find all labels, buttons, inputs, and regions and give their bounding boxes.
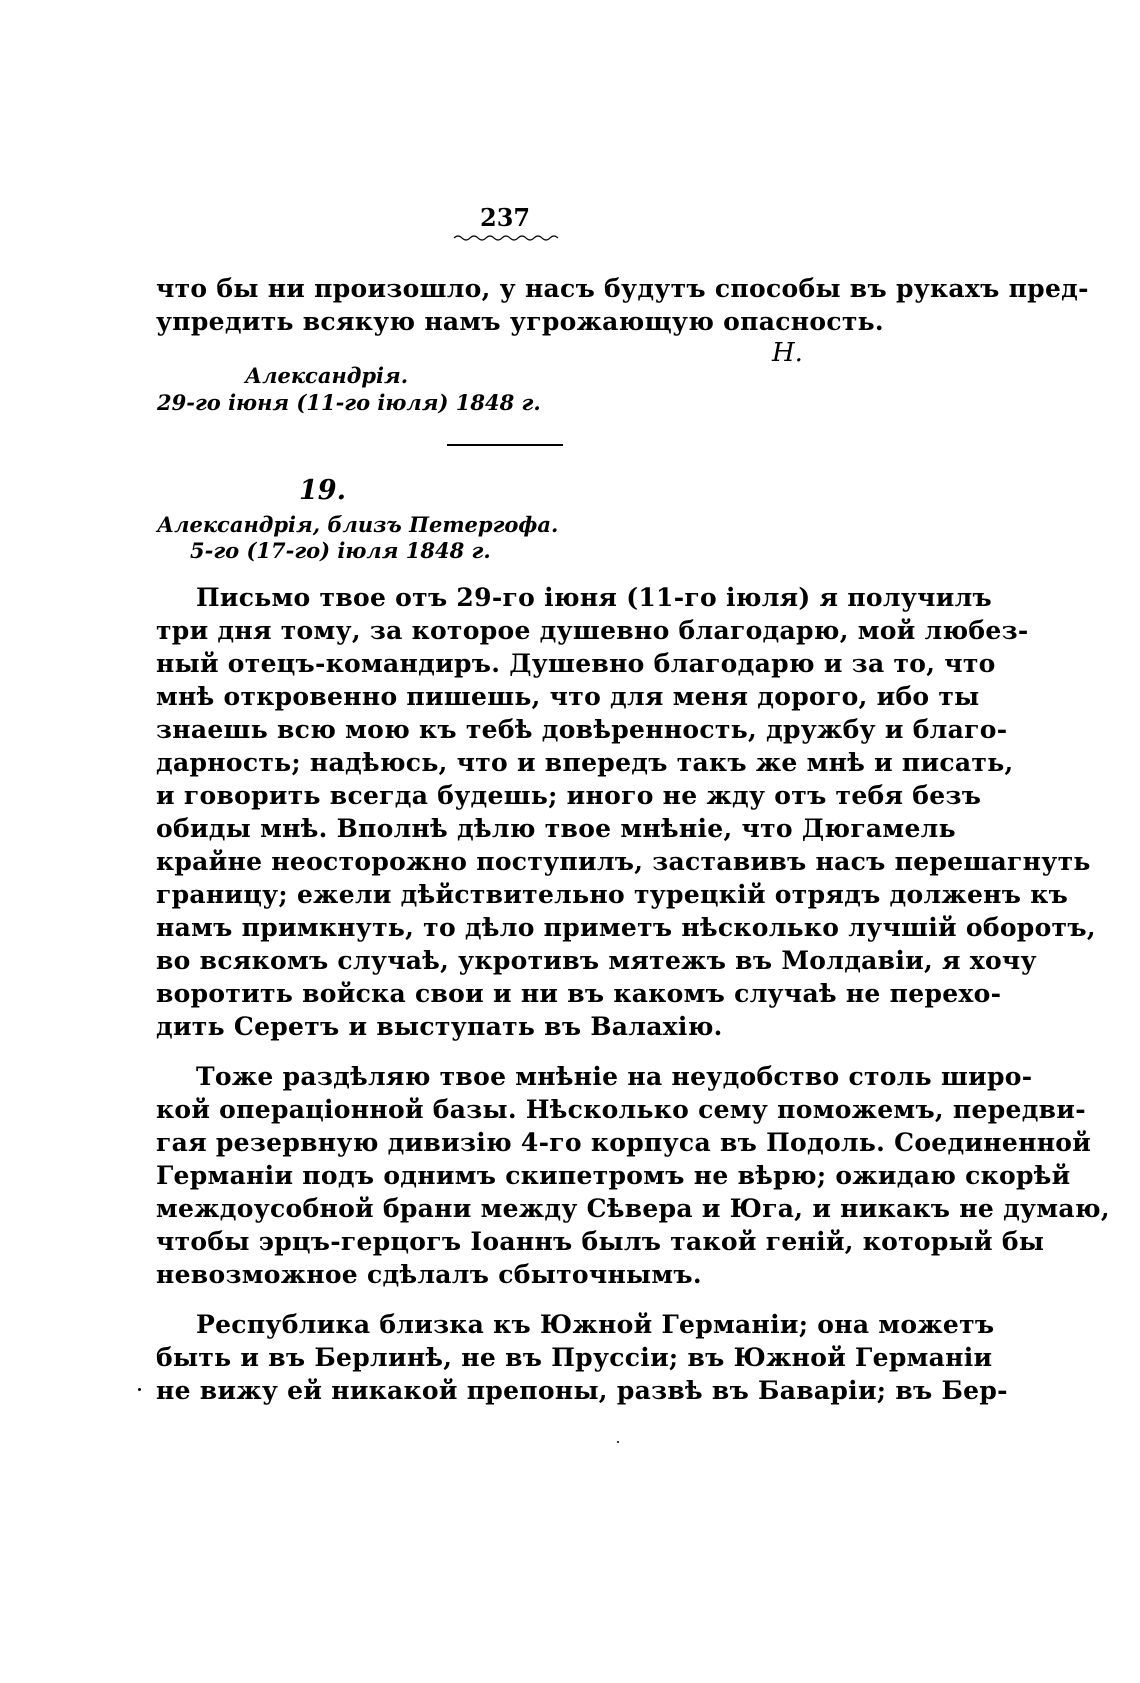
text-line: что бы ни произошло, у насъ будутъ способы въ рукахъ пред- bbox=[156, 274, 1089, 303]
text-line: ный отецъ-командиръ. Душевно благодарю и за то, что bbox=[156, 649, 996, 678]
text-line: гая резервную дивизію 4-го корпуса въ Подоль. Соединенной bbox=[156, 1128, 1092, 1157]
signature: Н. bbox=[772, 338, 803, 368]
text-line: воротить войска свои и ни въ какомъ случаѣ не перехо- bbox=[156, 979, 1002, 1008]
text-line: кой операціонной базы. Нѣсколько сему поможемъ, передви- bbox=[156, 1095, 1086, 1124]
page-number: 237 bbox=[480, 203, 531, 232]
letter-number: 19. bbox=[299, 475, 346, 506]
text-line: и говорить всегда будешь; иного не жду отъ тебя безъ bbox=[156, 781, 982, 810]
text-line: междоусобной брани между Сѣвера и Юга, и никакъ не думаю, bbox=[156, 1194, 1110, 1223]
ink-speck bbox=[617, 1441, 619, 1443]
text-line: Письмо твое отъ 29-го іюня (11-го іюля) я получилъ bbox=[196, 583, 992, 612]
text-line: крайне неосторожно поступилъ, заставивъ насъ перешагнуть bbox=[156, 847, 1091, 876]
text-line: не вижу ей никакой препоны, развѣ въ Баваріи; въ Бер- bbox=[156, 1376, 1008, 1405]
ink-speck bbox=[138, 1388, 141, 1391]
text-line: чтобы эрцъ-герцогъ Іоаннъ былъ такой геній, который бы bbox=[156, 1227, 1045, 1256]
text-line: три дня тому, за которое душевно благодарю, мой любез- bbox=[156, 616, 1029, 645]
text-line: мнѣ откровенно пишешь, что для меня дорого, ибо ты bbox=[156, 682, 980, 711]
text-line: дить Серетъ и выступать въ Валахію. bbox=[156, 1012, 723, 1041]
text-line: Республика близка къ Южной Германіи; она можетъ bbox=[196, 1310, 995, 1339]
text-line: дарность; надѣюсь, что и впередъ такъ же мнѣ и писать, bbox=[156, 748, 1014, 777]
date-line: 29-го іюня (11-го іюля) 1848 г. bbox=[157, 390, 541, 415]
text-line: быть и въ Берлинѣ, не въ Пруссіи; въ Южной Германіи bbox=[156, 1343, 993, 1372]
text-line: границу; ежели дѣйствительно турецкій отрядъ долженъ къ bbox=[156, 880, 1069, 909]
text-line: невозможное сдѣлалъ сбыточнымъ. bbox=[156, 1260, 702, 1289]
place-line: Александрія. bbox=[245, 363, 409, 388]
text-line: намъ примкнуть, то дѣло приметъ нѣсколько лучшій оборотъ, bbox=[156, 913, 1096, 942]
text-line: знаешь всю мою къ тебѣ довѣренность, дружбу и благо- bbox=[156, 715, 1008, 744]
wavy-ornament-icon bbox=[452, 234, 564, 242]
text-line: во всякомъ случаѣ, укротивъ мятежъ въ Молдавіи, я хочу bbox=[156, 946, 1037, 975]
text-line: Германіи подъ однимъ скипетромъ не вѣрю; ожидаю скорѣй bbox=[156, 1161, 1071, 1190]
place-line: Александрія, близъ Петергофа. bbox=[157, 512, 559, 537]
text-line: обиды мнѣ. Вполнѣ дѣлю твое мнѣніе, что Дюгамель bbox=[156, 814, 956, 843]
date-line: 5-го (17-го) іюля 1848 г. bbox=[190, 538, 491, 563]
text-line: Тоже раздѣляю твое мнѣніе на неудобство столь широ- bbox=[196, 1062, 1033, 1091]
section-divider bbox=[447, 444, 563, 446]
text-line: упредить всякую намъ угрожающую опасность. bbox=[156, 307, 884, 336]
